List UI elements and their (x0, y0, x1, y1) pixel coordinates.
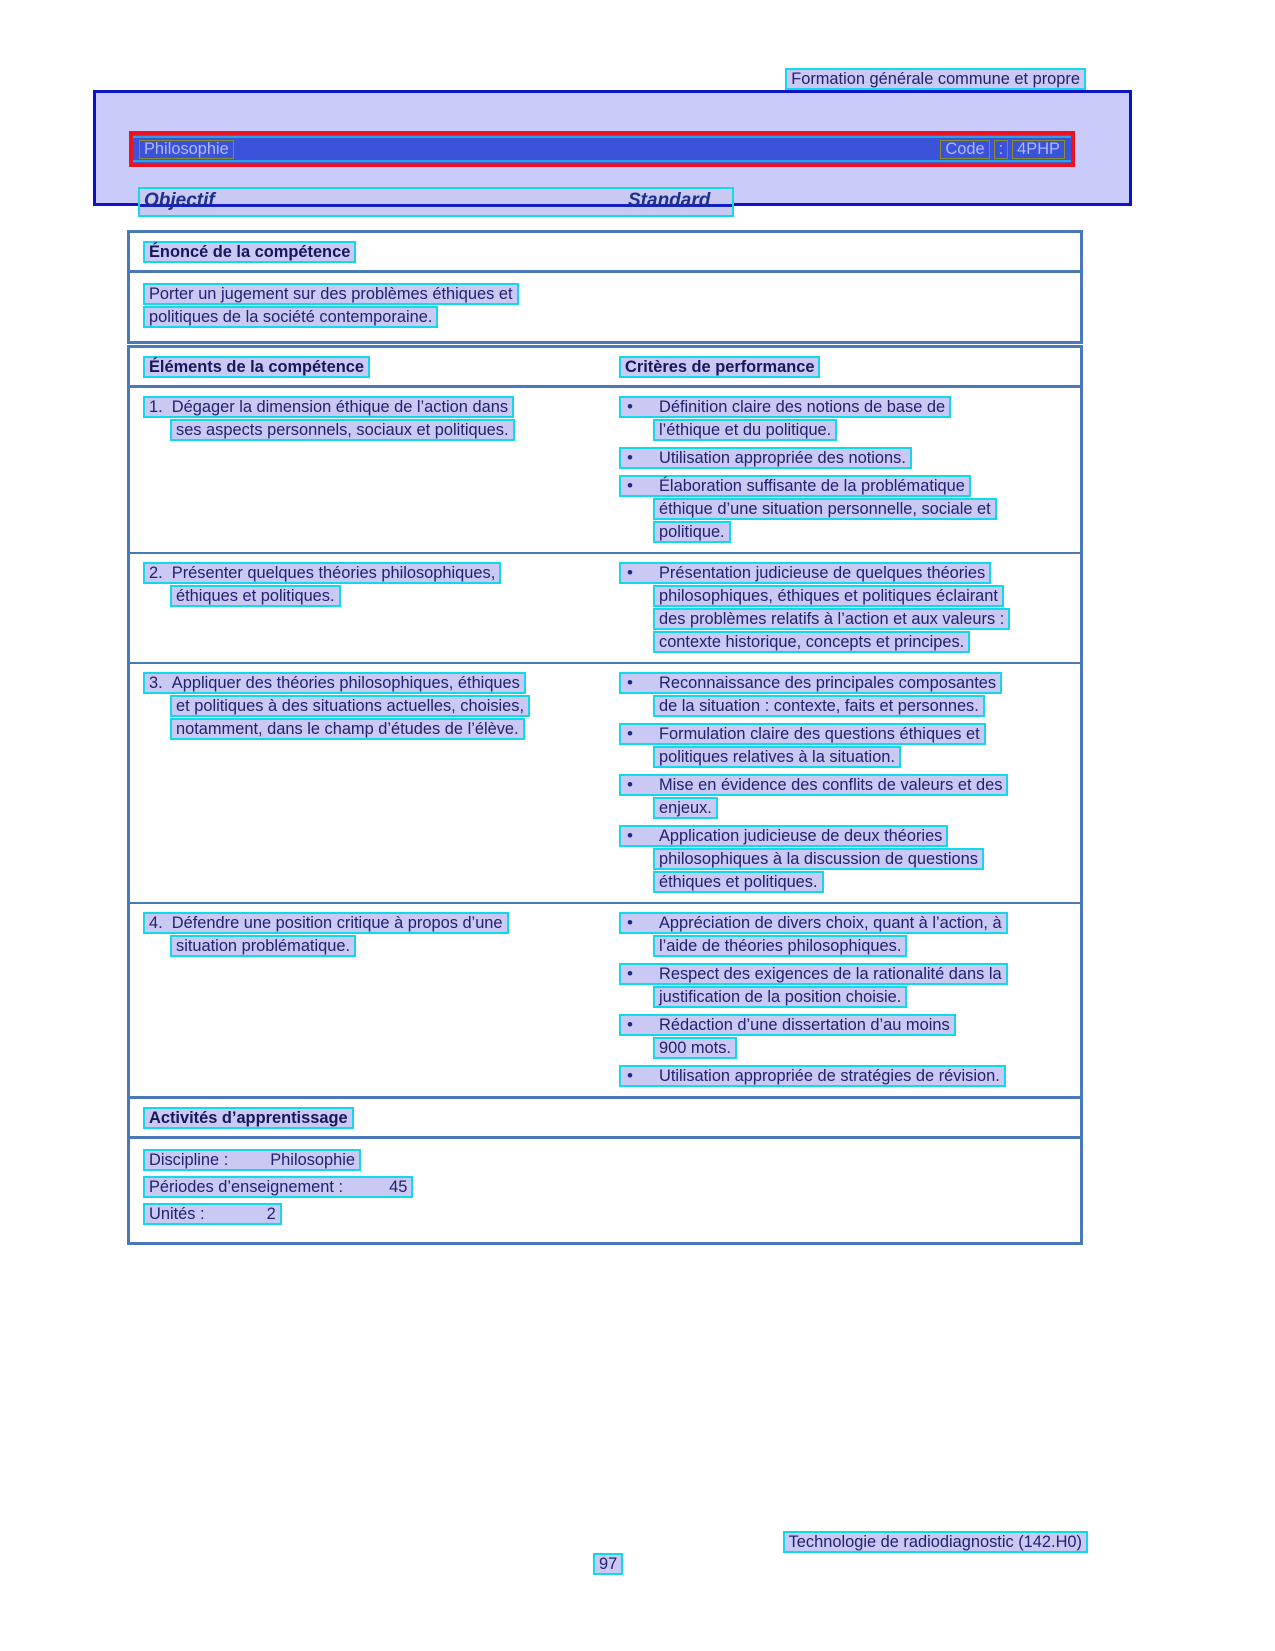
list-item (143, 1203, 1067, 1225)
criterion: •Présentation judicieuse de quelques théories philosophiques, éthiques et politiques éclairant des problèmes relatifs à l’action et aux valeurs : contexte historique, concepts et principes. (619, 562, 1070, 653)
bullet-icon (625, 914, 659, 932)
header-note (785, 68, 1086, 90)
elements-column-header: Éléments de la compétence (143, 356, 619, 378)
course-title-band (133, 136, 1071, 162)
bullet-icon (625, 477, 659, 495)
bullet-icon (625, 674, 659, 692)
code-separator: : (994, 140, 1009, 159)
element-cell: 3. Appliquer des théories philosophiques, éthiques et politiques à des situations actuelles, choisies, notamment, dans le champ d’études de l’élève. (143, 672, 619, 894)
discipline-label: Discipline : (149, 1151, 229, 1169)
periodes-value: 45 (389, 1178, 408, 1196)
course-title-bar (129, 131, 1075, 167)
enonce-body (130, 273, 1080, 341)
criteres-column-header: Critères de performance (619, 356, 1080, 378)
criterion: •Reconnaissance des principales composantes de la situation : contexte, faits et personnes. (619, 672, 1070, 717)
bullet-icon (625, 827, 659, 845)
bullet-icon (625, 449, 659, 467)
bullet-icon (625, 776, 659, 794)
course-header-box (93, 90, 1132, 211)
criteria-cell (619, 396, 1070, 544)
criterion: •Utilisation appropriée des notions. (619, 447, 1070, 469)
criterion: •Définition claire des notions de base de l’éthique et du politique. (619, 396, 1070, 441)
code-label: Code (940, 140, 989, 159)
criterion: •Appréciation de divers choix, quant à l’action, à l’aide de théories philosophiques. (619, 912, 1070, 957)
element-cell: 1. Dégager la dimension éthique de l’action dans ses aspects personnels, sociaux et politiques. (143, 396, 619, 544)
bullet-icon (625, 965, 659, 983)
competence-section (127, 345, 1083, 1099)
element-cell: 2. Présenter quelques théories philosophiques, éthiques et politiques. (143, 562, 619, 654)
course-title: Philosophie (139, 140, 234, 159)
objectif-standard-band (138, 187, 734, 217)
enonce-line: Porter un jugement sur des problèmes éthiques et (143, 283, 1067, 305)
unites-value: 2 (266, 1205, 276, 1223)
criterion: •Respect des exigences de la rationalité dans la justification de la position choisie. (619, 963, 1070, 1008)
periodes-label: Périodes d’enseignement : (149, 1178, 344, 1196)
element-cell: 4. Défendre une position critique à propos d’une situation problématique. (143, 912, 619, 1088)
criteria-cell (619, 562, 1070, 654)
criterion: •Mise en évidence des conflits de valeurs et des enjeux. (619, 774, 1070, 819)
bullet-icon (625, 725, 659, 743)
table-row (130, 552, 1080, 662)
criterion: •Élaboration suffisante de la problématique éthique d’une situation personnelle, sociale et politique. (619, 475, 1070, 543)
bullet-icon (625, 1016, 659, 1034)
list-item (143, 1176, 1067, 1198)
standard-heading: Standard (628, 190, 711, 211)
criterion: •Formulation claire des questions éthiques et politiques relatives à la situation. (619, 723, 1070, 768)
criteria-cell (619, 672, 1070, 894)
page-number: 97 (593, 1553, 623, 1575)
bullet-icon (625, 398, 659, 416)
bullet-icon (625, 564, 659, 582)
course-code-group (940, 140, 1065, 159)
bullet-icon (625, 1067, 659, 1085)
enonce-title: Énoncé de la compétence (143, 241, 356, 263)
activites-header (130, 1099, 1080, 1139)
activites-body (130, 1139, 1080, 1242)
enonce-header (130, 233, 1080, 273)
objectif-heading: Objectif (144, 190, 215, 211)
footer-program: Technologie de radiodiagnostic (142.H0) (783, 1531, 1088, 1553)
discipline-value: Philosophie (270, 1151, 355, 1169)
table-row (130, 662, 1080, 902)
activites-title: Activités d’apprentissage (143, 1107, 354, 1129)
criteria-cell (619, 912, 1070, 1088)
list-item (143, 1149, 1067, 1171)
header-note-text: Formation générale commune et propre (785, 68, 1086, 90)
table-row (130, 388, 1080, 552)
unites-label: Unités : (149, 1205, 205, 1223)
criterion: •Application judicieuse de deux théories philosophiques à la discussion de questions éthiques et politiques. (619, 825, 1070, 893)
criterion: •Rédaction d’une dissertation d’au moins 900 mots. (619, 1014, 1070, 1059)
enonce-section (127, 230, 1083, 344)
code-value: 4PHP (1012, 140, 1065, 159)
criterion: •Utilisation appropriée de stratégies de révision. (619, 1065, 1070, 1087)
activites-section (127, 1096, 1083, 1245)
competence-table-header (130, 348, 1080, 388)
enonce-line: politiques de la société contemporaine. (143, 306, 1067, 328)
table-row (130, 902, 1080, 1096)
